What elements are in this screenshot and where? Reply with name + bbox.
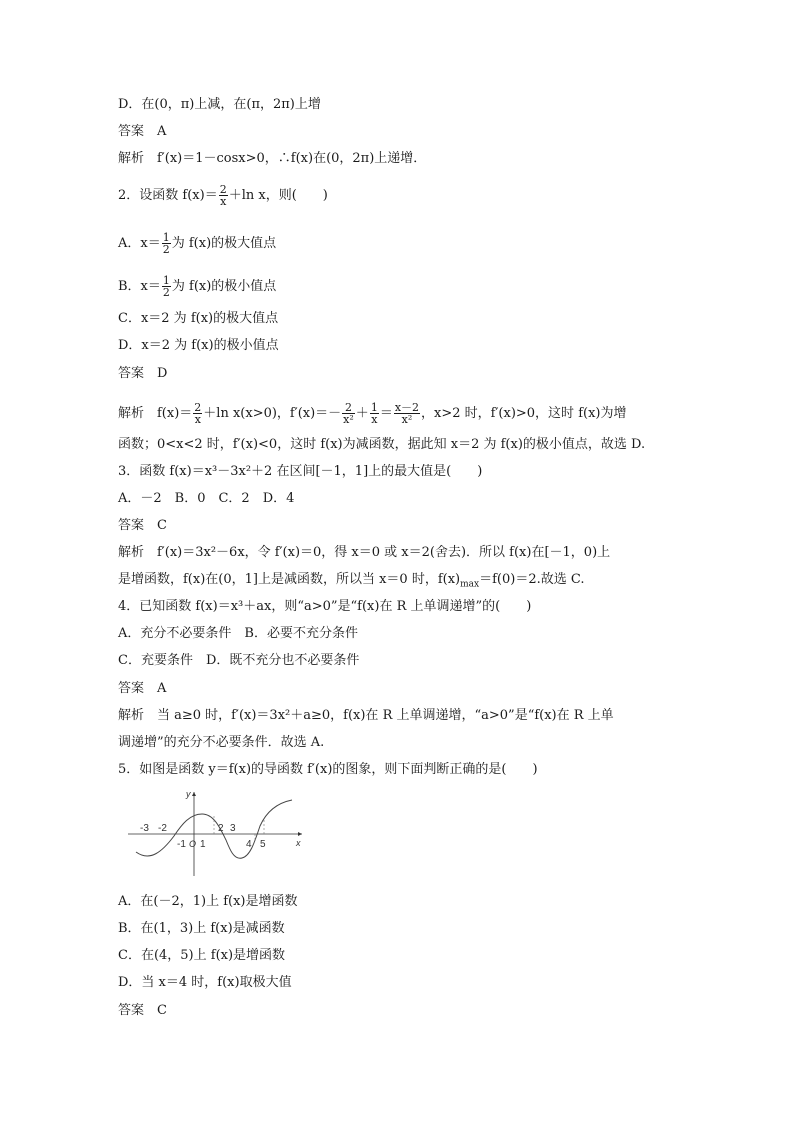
tick-label: -3	[140, 823, 149, 834]
solution-3-line-1: 解析 f′(x)＝3x²－6x，令 f′(x)＝0，得 x＝0 或 x＝2(舍去)．所以 f(x)在[－1，0)上	[118, 545, 611, 560]
tick-label: 3	[230, 823, 236, 834]
answer-1: 答案 A	[118, 124, 167, 139]
answer-4: 答案 A	[118, 681, 167, 696]
question-3: 3．函数 f(x)＝x³－3x²＋2 在区间[－1，1]上的最大值是( )	[118, 464, 483, 479]
question-5-option-a: A．在(－2，1)上 f(x)是增函数	[118, 894, 298, 909]
x-axis-label: x	[296, 838, 301, 848]
answer-2: 答案 D	[118, 366, 168, 381]
solution-1: 解析 f′(x)＝1－cosx>0，∴f(x)在(0，2π)上递增．	[118, 151, 427, 166]
solution-2-line-1: 解析 f(x)＝ $\frac{2}{x}$ ＋ln x(x>0)，f′(x)＝－ $\frac{2}{\text{x²}}$ ＋ $\frac{1}{x}$ ＝ $\frac{x-2}{\text{x²}}$ ，x>2 时，f′(x)>0，这时 f(x)为增	[118, 401, 627, 426]
question-3-options: A．－2 B．0 C．2 D．4	[118, 491, 295, 506]
tick-label: 4	[246, 839, 252, 850]
question-4-options-cd: C．充要条件 D．既不充分也不必要条件	[118, 653, 360, 668]
question-2-option-b: B．x＝ $\frac{1}{2}$ 为 f(x)的极小值点	[118, 274, 277, 299]
question-5-option-b: B．在(1，3)上 f(x)是减函数	[118, 921, 285, 936]
solution-4-line-2: 调递增”的充分不必要条件．故选 A.	[118, 735, 325, 750]
solution-2-line-2: 函数；0<x<2 时，f′(x)<0，这时 f(x)为减函数，据此知 x＝2 为 f(x)的极小值点，故选 D.	[118, 437, 646, 452]
solution-3-line-2: 是增函数，f(x)在(0，1]上是减函数，所以当 x＝0 时，$f(x)_{max}=f(0)=2$.故选 C.	[118, 572, 585, 590]
x-axis-arrow-icon	[298, 832, 302, 836]
answer-5: 答案 C	[118, 1003, 167, 1018]
question-5: 5．如图是函数 y＝f(x)的导函数 f′(x)的图象，则下面判断正确的是( )	[118, 762, 538, 777]
tick-label: 1	[200, 839, 206, 850]
question-5-option-d: D．当 x＝4 时，f(x)取极大值	[118, 975, 292, 990]
y-axis-label: y	[186, 789, 191, 799]
origin-label: O	[189, 839, 197, 849]
question-2-option-a: A．x＝ $\frac{1}{2}$ 为 f(x)的极大值点	[118, 231, 277, 256]
question-4-options-ab: A．充分不必要条件 B．必要不充分条件	[118, 626, 358, 641]
option-d: D．在(0，π)上减，在(π，2π)上增	[118, 97, 321, 112]
solution-4-line-1: 解析 当 a≥0 时，f′(x)＝3x²＋a≥0，f(x)在 R 上单调递增，“a>0”是“f(x)在 R 上单	[118, 708, 614, 723]
question-2-option-d: D．x＝2 为 f(x)的极小值点	[118, 338, 279, 353]
question-4: 4．已知函数 f(x)＝x³＋ax，则“a>0”是“f(x)在 R 上单调递增”的( )	[118, 599, 532, 614]
tick-label: 2	[218, 823, 224, 834]
question-2-option-c: C．x＝2 为 f(x)的极大值点	[118, 311, 279, 326]
tick-label: -1	[177, 839, 186, 850]
question-2: 2．设函数 f(x)＝ $\frac{2}{x}$ ＋ln x，则( )	[118, 183, 328, 208]
derivative-graph	[126, 788, 306, 878]
y-axis-arrow-icon	[192, 792, 196, 796]
question-5-option-c: C．在(4，5)上 f(x)是增函数	[118, 948, 286, 963]
answer-3: 答案 C	[118, 518, 167, 533]
tick-label: -2	[158, 823, 167, 834]
tick-label: 5	[260, 839, 266, 850]
